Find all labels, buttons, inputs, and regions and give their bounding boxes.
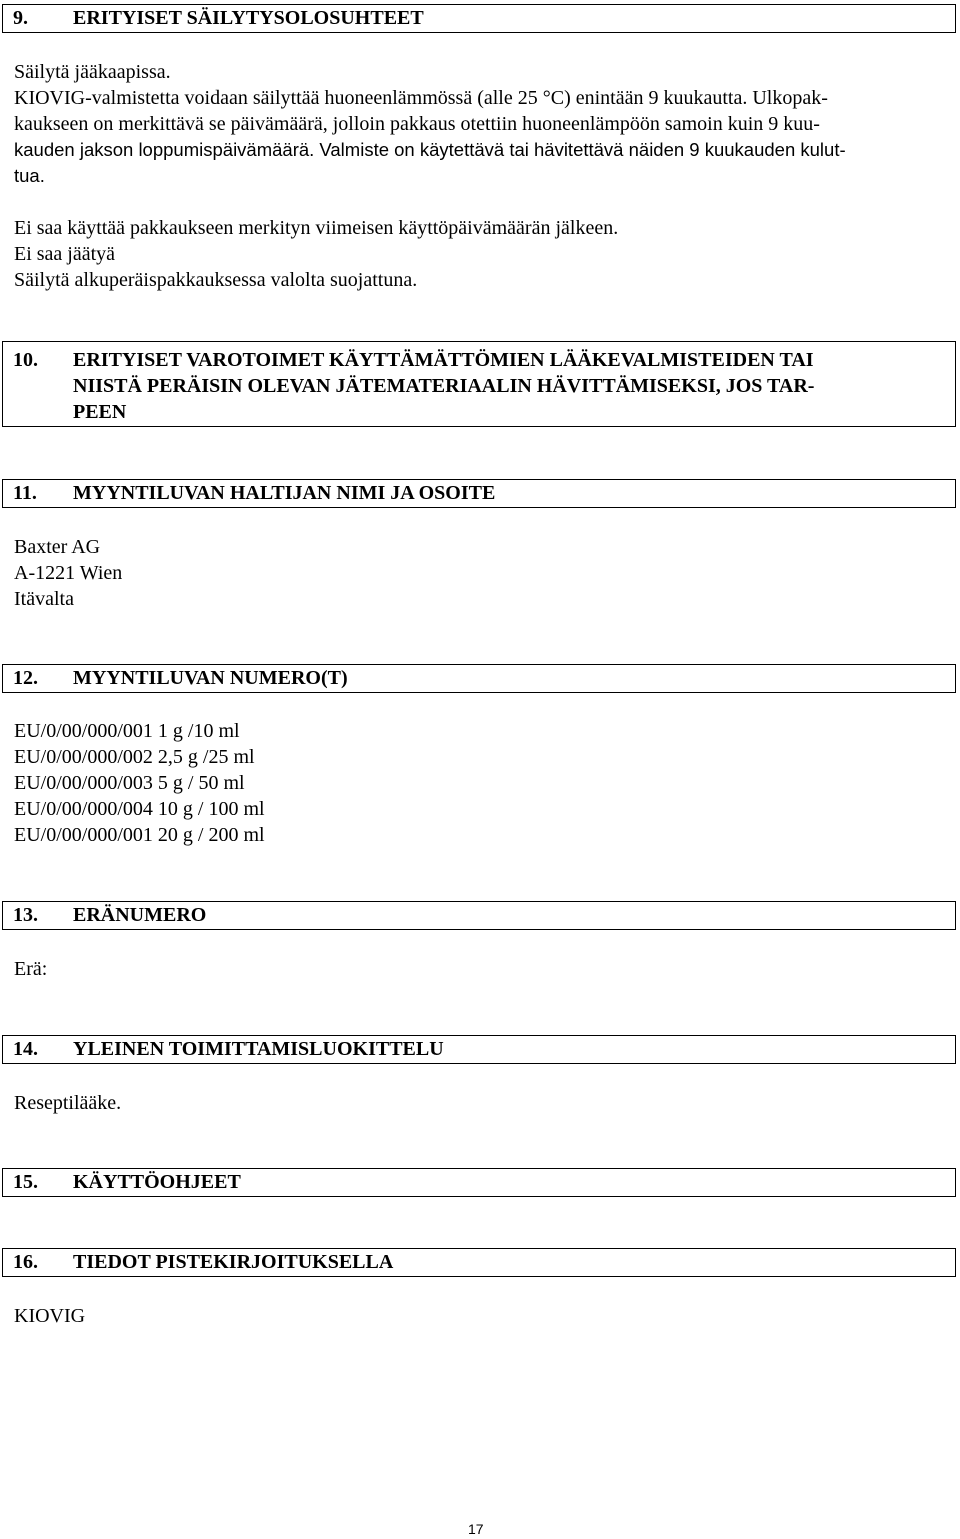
s12-line-4: EU/0/00/000/004 10 g / 100 ml [14,798,265,820]
section-14-heading [2,1035,956,1064]
section-11-title: MYYNTILUVAN HALTIJAN NIMI JA OSOITE [73,482,496,504]
s9-line-5: tua. [14,165,45,186]
s9-line-6: Ei saa käyttää pakkaukseen merkityn viimeisen käyttöpäivämäärän jälkeen. [14,217,619,239]
section-16-heading [2,1248,956,1277]
section-14-number: 14. [13,1038,38,1060]
section-9-heading [2,4,956,33]
section-13-title: ERÄNUMERO [73,904,207,926]
section-10-title-line-3: PEEN [73,401,127,423]
page-number: 17 [468,1521,484,1537]
s11-line-1: Baxter AG [14,536,101,558]
section-15-title: KÄYTTÖOHJEET [73,1171,241,1193]
s9-line-3: kaukseen on merkittävä se päivämäärä, jolloin pakkaus otettiin huoneenlämpöön samoin kuin 9 kuu- [14,113,820,135]
section-16-title: TIEDOT PISTEKIRJOITUKSELLA [73,1251,394,1273]
section-13-heading [2,901,956,930]
s12-line-2: EU/0/00/000/002 2,5 g /25 ml [14,746,255,768]
section-9-number: 9. [13,7,28,29]
s9-line-1: Säilytä jääkaapissa. [14,61,171,83]
section-12-title: MYYNTILUVAN NUMERO(T) [73,667,348,689]
section-10-title-line-1: ERITYISET VAROTOIMET KÄYTTÄMÄTTÖMIEN LÄÄKEVALMISTEIDEN TAI [73,349,814,371]
s9-line-7: Ei saa jäätyä [14,243,116,265]
s12-line-5: EU/0/00/000/001 20 g / 200 ml [14,824,265,846]
section-13-number: 13. [13,904,38,926]
section-9-title: ERITYISET SÄILYTYSOLOSUHTEET [73,7,424,29]
section-11-number: 11. [13,482,37,504]
section-10-heading [2,341,956,427]
section-14-title: YLEINEN TOIMITTAMISLUOKITTELU [73,1038,444,1060]
section-10-title-line-2: NIISTÄ PERÄISIN OLEVAN JÄTEMATERIAALIN HÄVITTÄMISEKSI, JOS TAR- [73,375,815,397]
s11-line-2: A-1221 Wien [14,562,123,584]
s12-line-1: EU/0/00/000/001 1 g /10 ml [14,720,240,742]
section-16-number: 16. [13,1251,38,1273]
section-12-heading [2,664,956,693]
s11-line-3: Itävalta [14,588,74,610]
s9-line-8: Säilytä alkuperäispakkauksessa valolta suojattuna. [14,269,418,291]
section-11-heading [2,479,956,508]
section-15-heading [2,1168,956,1197]
section-10-number: 10. [13,349,38,371]
section-12-number: 12. [13,667,38,689]
s12-line-3: EU/0/00/000/003 5 g / 50 ml [14,772,245,794]
s9-line-2: KIOVIG-valmistetta voidaan säilyttää huoneenlämmössä (alle 25 °C) enintään 9 kuukautta. Ulkopak- [14,87,828,109]
section-15-number: 15. [13,1171,38,1193]
s13-line-1: Erä: [14,958,48,980]
s14-line-1: Reseptilääke. [14,1092,122,1114]
s16-line-1: KIOVIG [14,1305,86,1327]
s9-line-4: kauden jakson loppumispäivämäärä. Valmiste on käytettävä tai hävitettävä näiden 9 kuukauden kulut- [14,139,846,160]
